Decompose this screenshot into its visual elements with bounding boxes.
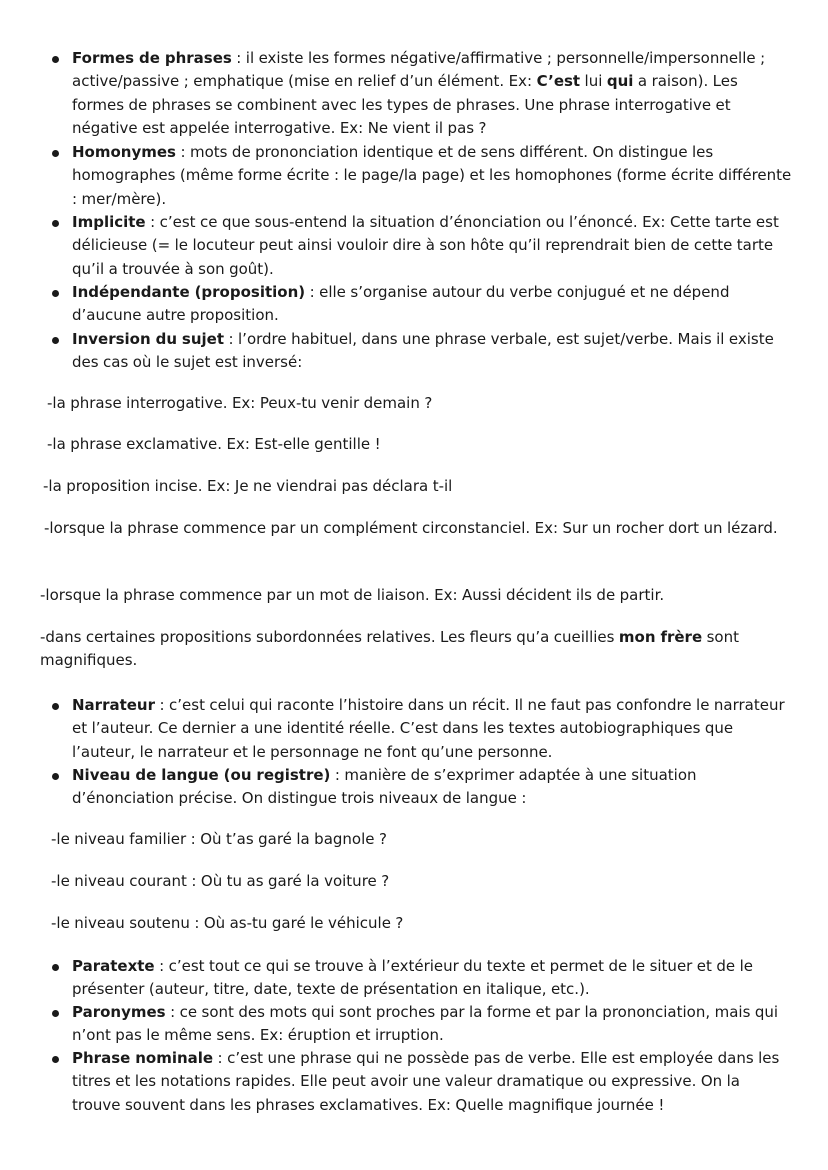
- entry-implicite: [72, 211, 792, 281]
- inversion-case: -la phrase exclamative. Ex: Est-elle gentille !: [47, 435, 381, 453]
- entry-text: : il existe les formes négative/affirmative ; personnelle/impersonnelle ; active/passive ; emphatique (mise en relief d’un élément. Ex:: [72, 49, 766, 91]
- language-level: -le niveau familier : Où t’as garé la bagnole ?: [51, 830, 387, 848]
- case-text: -dans certaines propositions subordonnées relatives. Les fleurs qu’a cueillies: [40, 628, 619, 646]
- inversion-case: -lorsque la phrase commence par un mot de liaison. Ex: Aussi décident ils de partir.: [40, 586, 665, 604]
- entry-homonymes: [72, 141, 792, 211]
- case-emphasis: mon frère: [618, 628, 703, 646]
- inversion-case: -lorsque la phrase commence par un complément circonstanciel. Ex: Sur un rocher dort un lézard.: [44, 519, 778, 537]
- entry-term: Formes de phrases: [72, 49, 232, 67]
- entry-text: : manière de s’exprimer adaptée à une situation d’énonciation précise. On distingue trois niveaux de langue :: [72, 766, 697, 808]
- case-text: sont magnifiques.: [40, 628, 739, 670]
- entry-text: lui: [580, 72, 607, 91]
- entry-text: : c’est tout ce qui se trouve à l’extérieur du texte et permet de le situer et de le présenter (auteur, titre, date, texte de présentation en italique, etc.).: [72, 957, 753, 999]
- entry-text: : mots de prononciation identique et de sens différent. On distingue les homographes (même forme écrite : le page/la page) et les homophones (forme écrite différente : mer/mère).: [72, 143, 792, 208]
- entry-phrase-nominale: [72, 1047, 792, 1117]
- entry-term: Homonymes: [72, 143, 176, 161]
- entry-term: Niveau de langue (ou registre): [72, 766, 331, 784]
- language-level: -le niveau courant : Où tu as garé la voiture ?: [51, 872, 390, 890]
- entry-formes-de-phrases: [72, 47, 792, 140]
- entry-term: Inversion du sujet: [72, 330, 225, 348]
- entry-emphasis: qui: [606, 72, 634, 91]
- entry-emphasis: C’est: [536, 72, 581, 91]
- entry-term: Implicite: [72, 213, 146, 231]
- entry-text: : elle s’organise autour du verbe conjugué et ne dépend d’aucune autre proposition.: [72, 283, 730, 325]
- entry-paratexte: [72, 955, 792, 1002]
- language-level: -le niveau soutenu : Où as-tu garé le véhicule ?: [51, 914, 404, 932]
- entry-term: Paronymes: [72, 1003, 166, 1021]
- entry-text: : c’est celui qui raconte l’histoire dans un récit. Il ne faut pas confondre le narrateur et l’auteur. Ce dernier a une identité réelle. C’est dans les textes autobiographiques que l’auteur, le narrateur et le personnage ne font qu’une personne.: [72, 696, 785, 761]
- inversion-case-relative: [40, 626, 800, 673]
- inversion-case: -la phrase interrogative. Ex: Peux-tu venir demain ?: [47, 394, 433, 412]
- entry-text: a raison). Les formes de phrases se combinent avec les types de phrases. Une phrase interrogative et négative est appelée interrogative. Ex: Ne vient il pas ?: [72, 72, 738, 137]
- entry-term: Indépendante (proposition): [72, 283, 306, 301]
- entry-text: : c’est ce que sous-entend la situation d’énonciation ou l’énoncé. Ex: Cette tarte est délicieuse (= le locuteur peut ainsi vouloir dire à son hôte qu’il reprendrait bien de cette tarte qu’il a trouvée à son goût).: [72, 213, 779, 278]
- entry-text: : l’ordre habituel, dans une phrase verbale, est sujet/verbe. Mais il existe des cas où le sujet est inversé:: [72, 330, 774, 372]
- inversion-case: -la proposition incise. Ex: Je ne viendrai pas déclara t-il: [43, 477, 453, 495]
- entry-paronymes: [72, 1001, 792, 1048]
- entry-inversion-du-sujet: [72, 328, 792, 375]
- entry-term: Narrateur: [72, 696, 156, 714]
- entry-narrateur: [72, 694, 792, 764]
- entry-niveau-de-langue: [72, 764, 792, 811]
- entry-term: Paratexte: [72, 957, 155, 975]
- entry-text: : c’est une phrase qui ne possède pas de verbe. Elle est employée dans les titres et les notations rapides. Elle peut avoir une valeur dramatique ou expressive. On la trouve souvent dans les phrases exclamatives. Ex: Quelle magnifique journée !: [72, 1049, 780, 1114]
- entry-term: Phrase nominale: [72, 1049, 214, 1067]
- entry-text: : ce sont des mots qui sont proches par la forme et par la prononciation, mais qui n’ont pas le même sens. Ex: éruption et irruption.: [72, 1003, 779, 1045]
- entry-independante: [72, 281, 792, 328]
